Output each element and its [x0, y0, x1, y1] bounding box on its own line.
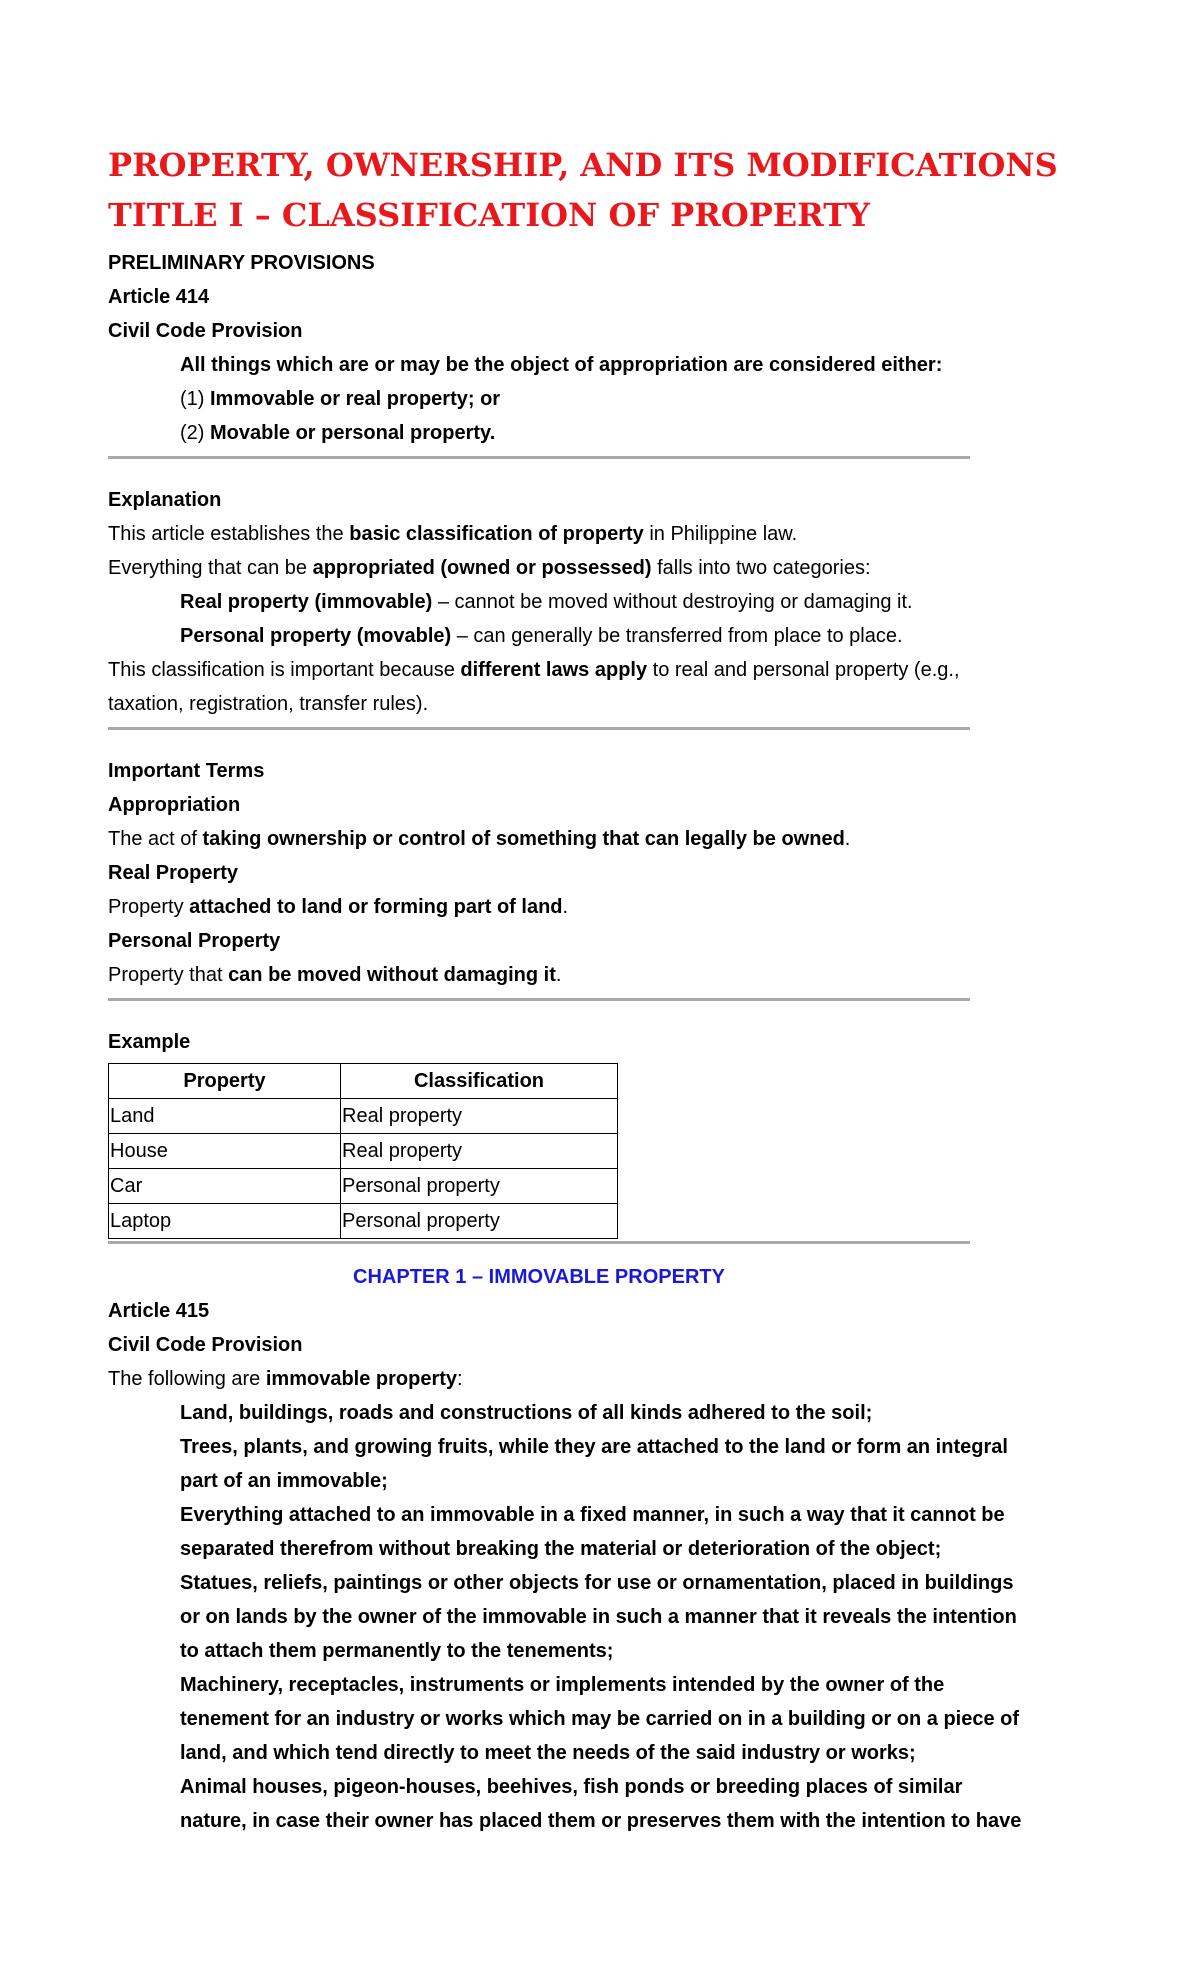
important-terms-heading: Important Terms — [108, 760, 265, 782]
provision-line: Machinery, receptacles, instruments or implements intended by the owner of the — [180, 1674, 945, 1696]
table-cell: House — [109, 1134, 341, 1169]
provision-line: land, and which tend directly to meet the needs of the said industry or works; — [180, 1742, 916, 1764]
provision-line: nature, in case their owner has placed them or preserves them with the intention to have — [180, 1810, 1022, 1832]
column-header: Classification — [341, 1064, 618, 1099]
table-row — [109, 1204, 618, 1239]
civil-code-provision-heading: Civil Code Provision — [108, 320, 303, 342]
table-row — [109, 1169, 618, 1204]
table-row — [109, 1134, 618, 1169]
table-cell: Real property — [341, 1099, 618, 1134]
explanation-line: taxation, registration, transfer rules). — [108, 693, 429, 715]
article-414-label: Article 414 — [108, 286, 210, 308]
table-cell: Personal property — [341, 1169, 618, 1204]
table-header-row — [109, 1064, 618, 1099]
document-content — [108, 140, 1098, 1838]
provision-line: Land, buildings, roads and constructions of all kinds adhered to the soil; — [180, 1402, 873, 1424]
column-header: Property — [109, 1064, 341, 1099]
table-cell: Laptop — [109, 1204, 341, 1239]
term-definition: Property that can be moved without damaging it. — [108, 964, 562, 986]
example-table — [108, 1063, 618, 1239]
title-heading: TITLE I – CLASSIFICATION OF PROPERTY — [108, 196, 870, 234]
provision-text: All things which are or may be the object of appropriation are considered either: — [180, 354, 943, 376]
table-cell: Personal property — [341, 1204, 618, 1239]
item-number: (2) — [180, 422, 210, 444]
table-cell: Land — [109, 1099, 341, 1134]
provision-line: tenement for an industry or works which may be carried on in a building or on a piece of — [180, 1708, 1020, 1730]
term-name: Appropriation — [108, 794, 241, 816]
explanation-line: Everything that can be appropriated (owned or possessed) falls into two categories: — [108, 557, 871, 579]
article-415-label: Article 415 — [108, 1300, 210, 1322]
table-cell: Car — [109, 1169, 341, 1204]
explanation-heading: Explanation — [108, 489, 222, 511]
term-name: Personal Property — [108, 930, 281, 952]
provision-line: or on lands by the owner of the immovable in such a manner that it reveals the intention — [180, 1606, 1017, 1628]
explanation-line: This article establishes the basic classification of property in Philippine law. — [108, 523, 798, 545]
explanation-line: This classification is important because different laws apply to real and personal property (e.g., — [108, 659, 960, 681]
provision-line: Animal houses, pigeon-houses, beehives, fish ponds or breeding places of similar — [180, 1776, 963, 1798]
provision-item-1 — [108, 382, 1098, 416]
explanation-category-personal: Personal property (movable) – can generally be transferred from place to place. — [180, 625, 903, 647]
provision-intro: The following are immovable property: — [108, 1368, 463, 1390]
document-title: PROPERTY, OWNERSHIP, AND ITS MODIFICATIONS — [108, 146, 1058, 184]
term-definition: The act of taking ownership or control of something that can legally be owned. — [108, 828, 851, 850]
provision-line: Trees, plants, and growing fruits, while they are attached to the land or form an integral — [180, 1436, 1008, 1458]
civil-code-provision-heading: Civil Code Provision — [108, 1334, 303, 1356]
term-name: Real Property — [108, 862, 239, 884]
table-cell: Real property — [341, 1134, 618, 1169]
preliminary-heading: PRELIMINARY PROVISIONS — [108, 252, 375, 274]
item-text: Immovable or real property; or — [210, 388, 501, 410]
provision-item-2 — [108, 416, 1098, 450]
chapter-heading: CHAPTER 1 – IMMOVABLE PROPERTY — [353, 1266, 725, 1288]
provision-line: part of an immovable; — [180, 1470, 388, 1492]
provision-line: Everything attached to an immovable in a fixed manner, in such a way that it cannot be — [180, 1504, 1005, 1526]
example-heading: Example — [108, 1031, 191, 1053]
provision-line: Statues, reliefs, paintings or other objects for use or ornamentation, placed in buildings — [180, 1572, 1014, 1594]
term-definition: Property attached to land or forming part of land. — [108, 896, 569, 918]
explanation-category-real: Real property (immovable) – cannot be moved without destroying or damaging it. — [180, 591, 913, 613]
provision-line: to attach them permanently to the tenements; — [180, 1640, 614, 1662]
table-row — [109, 1099, 618, 1134]
item-text: Movable or personal property. — [210, 422, 496, 444]
provision-line: separated therefrom without breaking the material or deterioration of the object; — [180, 1538, 942, 1560]
item-number: (1) — [180, 388, 210, 410]
